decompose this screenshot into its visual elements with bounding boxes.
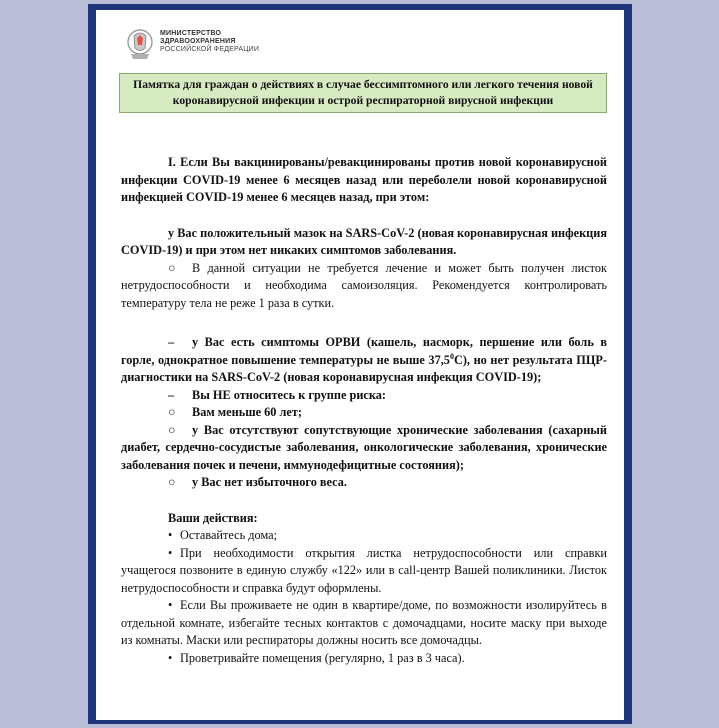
section-intro: I. Если Вы вакцинированы/ревакцинированы против новой коронавирусной инфекции COVID-19 менее 6 месяцев назад или переболели новой коронавирусной инфекцией COVID-19 менее 6 месяцев назад, при этом: <box>121 155 607 204</box>
action-item-text: Оставайтесь дома; <box>180 528 278 542</box>
case-positive-note-text: В данной ситуации не требуется лечение и может быть получен листок нетрудоспособности и необходима самоизоляция. Рекомендуется контролировать температуру тела не реже 1 раза в сутки. <box>121 260 607 310</box>
ministry-line-1: МИНИСТЕРСТВО <box>160 30 222 37</box>
action-item <box>121 650 607 668</box>
actions-heading: Ваши действия: <box>168 510 258 525</box>
ministry-line-2: ЗДРАВООХРАНЕНИЯ <box>160 38 236 45</box>
bullet-icon: • <box>168 545 173 560</box>
bullet-icon: • <box>168 528 173 542</box>
case-symptoms-text-2: С), но нет результата ПЦР-диагностики на SARS-CoV-2 (новая коронавирусная инфекция COVID-19); <box>121 352 607 384</box>
action-item <box>121 597 607 650</box>
circle-bullet-icon: ○ <box>168 422 176 437</box>
action-item-text: При необходимости открытия листка нетрудоспособности или справки учащегося позвоните в единую службу «122» или в call-центр Вашей поликлиники. Листок нетрудоспособности и справка будут оформлены. <box>121 545 607 595</box>
circle-bullet-icon: ○ <box>168 405 176 419</box>
risk-item-chronic <box>121 422 607 475</box>
ministry-line-3: РОССИЙСКОЙ ФЕДЕРАЦИИ <box>160 46 260 53</box>
action-item <box>121 527 607 545</box>
degree-sup: 0 <box>449 351 454 361</box>
bullet-icon: • <box>168 650 173 665</box>
coat-of-arms-icon <box>126 26 154 62</box>
document-sheet <box>96 10 624 720</box>
risk-group-line <box>121 387 607 405</box>
risk-group-text: Вы НЕ относитесь к группе риска: <box>192 387 386 402</box>
document-title: Памятка для граждан о действиях в случае бессимптомного или легкого течения новой коронавирусной инфекции и острой респираторной вирусной инфекции <box>119 73 607 113</box>
action-item-text: Проветривайте помещения (регулярно, 1 раз в 3 часа). <box>180 650 465 665</box>
circle-bullet-icon: ○ <box>168 475 176 489</box>
action-item-text: Если Вы проживаете не один в квартире/доме, по возможности изолируйтесь в отдельной комнате, избегайте тесных контактов с домочадцами, носите маску при выходе из комнаты. Маски или респираторы должны носить все домочадцы. <box>121 598 607 647</box>
action-item <box>121 545 607 598</box>
risk-item-age-text: Вам меньше 60 лет; <box>192 405 302 419</box>
case-symptoms <box>121 334 607 387</box>
risk-item-weight <box>121 474 607 492</box>
ministry-name <box>160 30 259 54</box>
risk-item-weight-text: у Вас нет избыточного веса. <box>192 475 347 489</box>
case-positive-swab <box>121 225 607 260</box>
case-symptoms-text-1: у Вас есть симптомы ОРВИ (кашель, насморк, першение или боль в горле, однократное повышение температуры не выше 37,5 <box>121 335 607 367</box>
risk-item-age <box>121 404 607 422</box>
document-body <box>121 154 607 667</box>
document-frame <box>88 4 632 724</box>
dash-marker: – <box>168 387 175 402</box>
case-positive-note <box>121 260 607 313</box>
circle-bullet-icon: ○ <box>168 260 176 275</box>
dash-marker: – <box>168 335 175 349</box>
case-positive-swab-text: у Вас положительный мазок на SARS-CoV-2 (новая коронавирусная инфекция COVID-19) и при этом нет никаких симптомов заболевания. <box>121 225 607 257</box>
risk-item-chronic-text: у Вас отсутствуют сопутствующие хронические заболевания (сахарный диабет, сердечно-сосудистые заболевания, онкологические заболевания, хронические заболевания почек и печени, иммунодефицитные состояния); <box>121 422 607 472</box>
ministry-logo <box>126 26 259 68</box>
bullet-icon: • <box>168 598 173 612</box>
